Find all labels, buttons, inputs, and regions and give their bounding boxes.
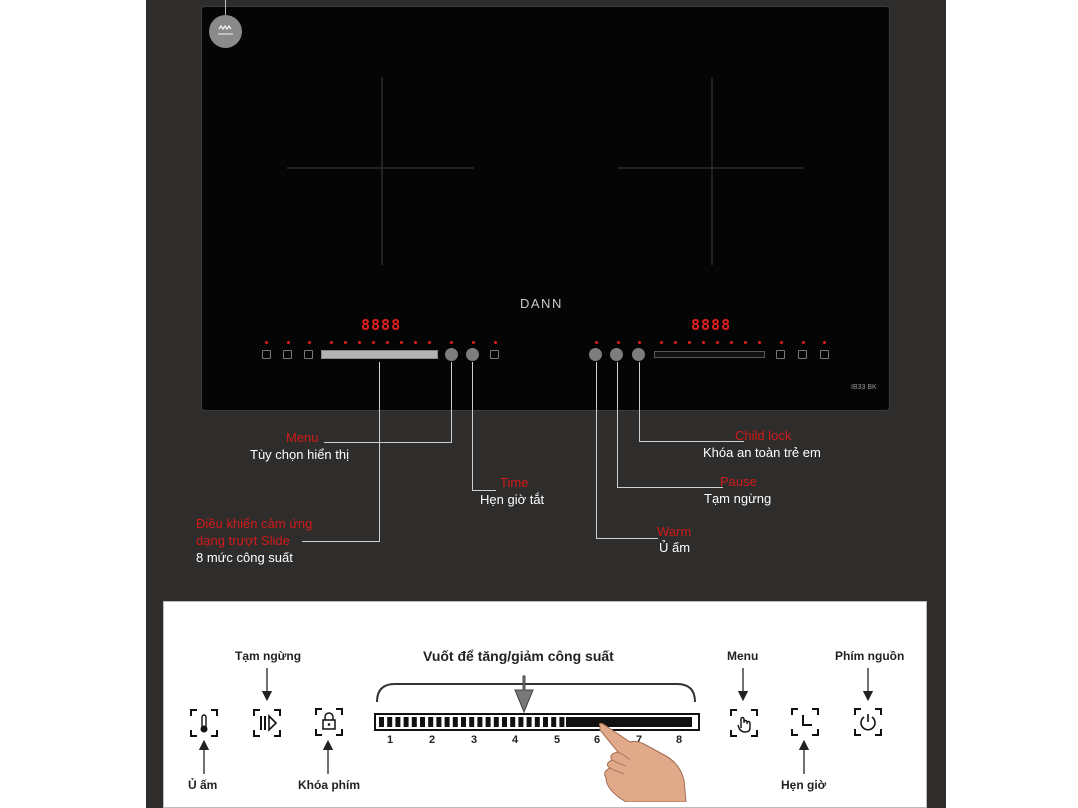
swipe-hand-illustration (596, 720, 688, 802)
slide-callout-title-1: Điều khiển cảm ứng (196, 516, 313, 531)
right-timer-touch-key[interactable] (798, 350, 807, 359)
logo-callout-line (225, 0, 226, 15)
indicator-dot (674, 341, 677, 344)
slide-callout-desc: 8 mức công suất (196, 550, 293, 565)
level-label: 6 (594, 734, 601, 746)
slider-tick (395, 717, 400, 727)
right-power-slider[interactable] (654, 351, 765, 358)
slider-tick (535, 717, 540, 727)
indicator-dot (702, 341, 705, 344)
indicator-dot (688, 341, 691, 344)
warm-callout-desc: Ủ ấm (659, 540, 691, 555)
hand-touch-icon (729, 708, 759, 738)
slider-tick (379, 717, 384, 727)
pause-callout-line (617, 362, 618, 488)
indicator-dot (823, 341, 826, 344)
indicator-dot (802, 341, 805, 344)
indicator-dot (716, 341, 719, 344)
timer-guide-label: Hẹn giờ (781, 778, 827, 792)
indicator-dot (472, 341, 475, 344)
slider-tick (453, 717, 458, 727)
indicator-dot (287, 341, 290, 344)
pause-callout-line (617, 487, 723, 488)
right-power-touch-key[interactable] (820, 350, 829, 359)
indicator-dot (617, 341, 620, 344)
pause-guide-label: Tạm ngừng (235, 649, 302, 663)
indicator-dot (730, 341, 733, 344)
right-pause-touch-key[interactable] (610, 348, 623, 361)
warm-guide-label: Ủ ấm (188, 778, 218, 792)
indicator-dot (595, 341, 598, 344)
menu-guide-label: Menu (727, 649, 759, 663)
indicator-dot (758, 341, 761, 344)
left-pause-touch-key[interactable] (283, 350, 292, 359)
indicator-dot (660, 341, 663, 344)
slider-tick (502, 717, 507, 727)
menu-callout-title: Menu (286, 430, 319, 445)
control-guide-panel (163, 601, 927, 808)
indicator-dot (428, 341, 431, 344)
indicator-dot (414, 341, 417, 344)
slider-tick (412, 717, 417, 727)
slider-tick (445, 717, 450, 727)
power-icon (853, 707, 883, 737)
menu-callout-line (451, 362, 452, 442)
childlock-callout-line (639, 362, 640, 442)
indicator-dot (358, 341, 361, 344)
pause-callout-desc: Tạm ngừng (704, 491, 772, 506)
menu-callout-desc: Tùy chọn hiển thị (250, 447, 350, 462)
indicator-dot (308, 341, 311, 344)
slider-tick (559, 717, 564, 727)
level-label: 1 (387, 734, 394, 746)
time-callout-line (472, 490, 496, 491)
slider-tick (527, 717, 532, 727)
slide-callout-line (302, 541, 380, 542)
indicator-dot (744, 341, 747, 344)
model-number: IB33 BK (851, 384, 877, 391)
indicator-dot (494, 341, 497, 344)
slider-tick (551, 717, 556, 727)
slider-tick (518, 717, 523, 727)
level-label: 5 (554, 734, 561, 746)
left-zone-display: 8888 (361, 316, 402, 334)
slider-tick (486, 717, 491, 727)
slider-tick (543, 717, 548, 727)
indicator-dot (372, 341, 375, 344)
time-callout-title: Time (500, 475, 529, 490)
level-label: 4 (512, 734, 519, 746)
pause-callout-title: Pause (720, 474, 757, 489)
lock-guide-label: Khóa phím (298, 778, 360, 792)
pause-icon (252, 708, 282, 738)
time-callout-line (472, 362, 473, 490)
left-power-touch-key[interactable] (490, 350, 499, 359)
indicator-dot (450, 341, 453, 344)
slider-tick (428, 717, 433, 727)
left-warm-touch-key[interactable] (262, 350, 271, 359)
childlock-callout-title: Child lock (735, 428, 792, 443)
right-lock-touch-key[interactable] (632, 348, 645, 361)
lock-icon (314, 707, 344, 737)
indicator-dot (780, 341, 783, 344)
indicator-dot (638, 341, 641, 344)
power-guide-label: Phím nguồn (835, 649, 905, 663)
level-label: 7 (636, 734, 643, 746)
thermometer-icon (189, 708, 219, 738)
slide-callout-line (379, 362, 380, 542)
warm-callout-line (596, 362, 597, 539)
brand-logo (209, 15, 242, 48)
right-zone-display: 8888 (691, 316, 732, 334)
timer-icon (790, 707, 820, 737)
slider-tick (494, 717, 499, 727)
slider-tick (469, 717, 474, 727)
slider-tick (387, 717, 392, 727)
slider-tick (420, 717, 425, 727)
right-warm-touch-key[interactable] (589, 348, 602, 361)
level-label: 8 (676, 734, 683, 746)
warm-callout-title: Warm (657, 524, 692, 539)
left-menu-touch-key[interactable] (445, 348, 458, 361)
slider-tick (477, 717, 482, 727)
slider-guide-title: Vuốt để tăng/giảm công suất (423, 648, 614, 664)
level-label: 2 (429, 734, 436, 746)
level-label: 3 (471, 734, 478, 746)
indicator-dot (344, 341, 347, 344)
slider-tick (461, 717, 466, 727)
slider-tick (404, 717, 409, 727)
left-lock-touch-key[interactable] (304, 350, 313, 359)
time-callout-desc: Hẹn giờ tắt (480, 492, 545, 507)
slider-tick (510, 717, 515, 727)
warm-callout-line (596, 538, 658, 539)
indicator-dot (330, 341, 333, 344)
indicator-dot (400, 341, 403, 344)
brand-name: DANN (520, 296, 563, 311)
childlock-callout-desc: Khóa an toàn trẻ em (703, 445, 821, 460)
indicator-dot (386, 341, 389, 344)
right-menu-touch-key[interactable] (776, 350, 785, 359)
slide-callout-title-2: dạng trượt Slide (196, 533, 290, 548)
childlock-callout-line (639, 441, 744, 442)
left-timer-touch-key[interactable] (466, 348, 479, 361)
menu-callout-line (324, 442, 452, 443)
indicator-dot (265, 341, 268, 344)
slider-tick (436, 717, 441, 727)
left-power-slider[interactable] (321, 350, 438, 359)
